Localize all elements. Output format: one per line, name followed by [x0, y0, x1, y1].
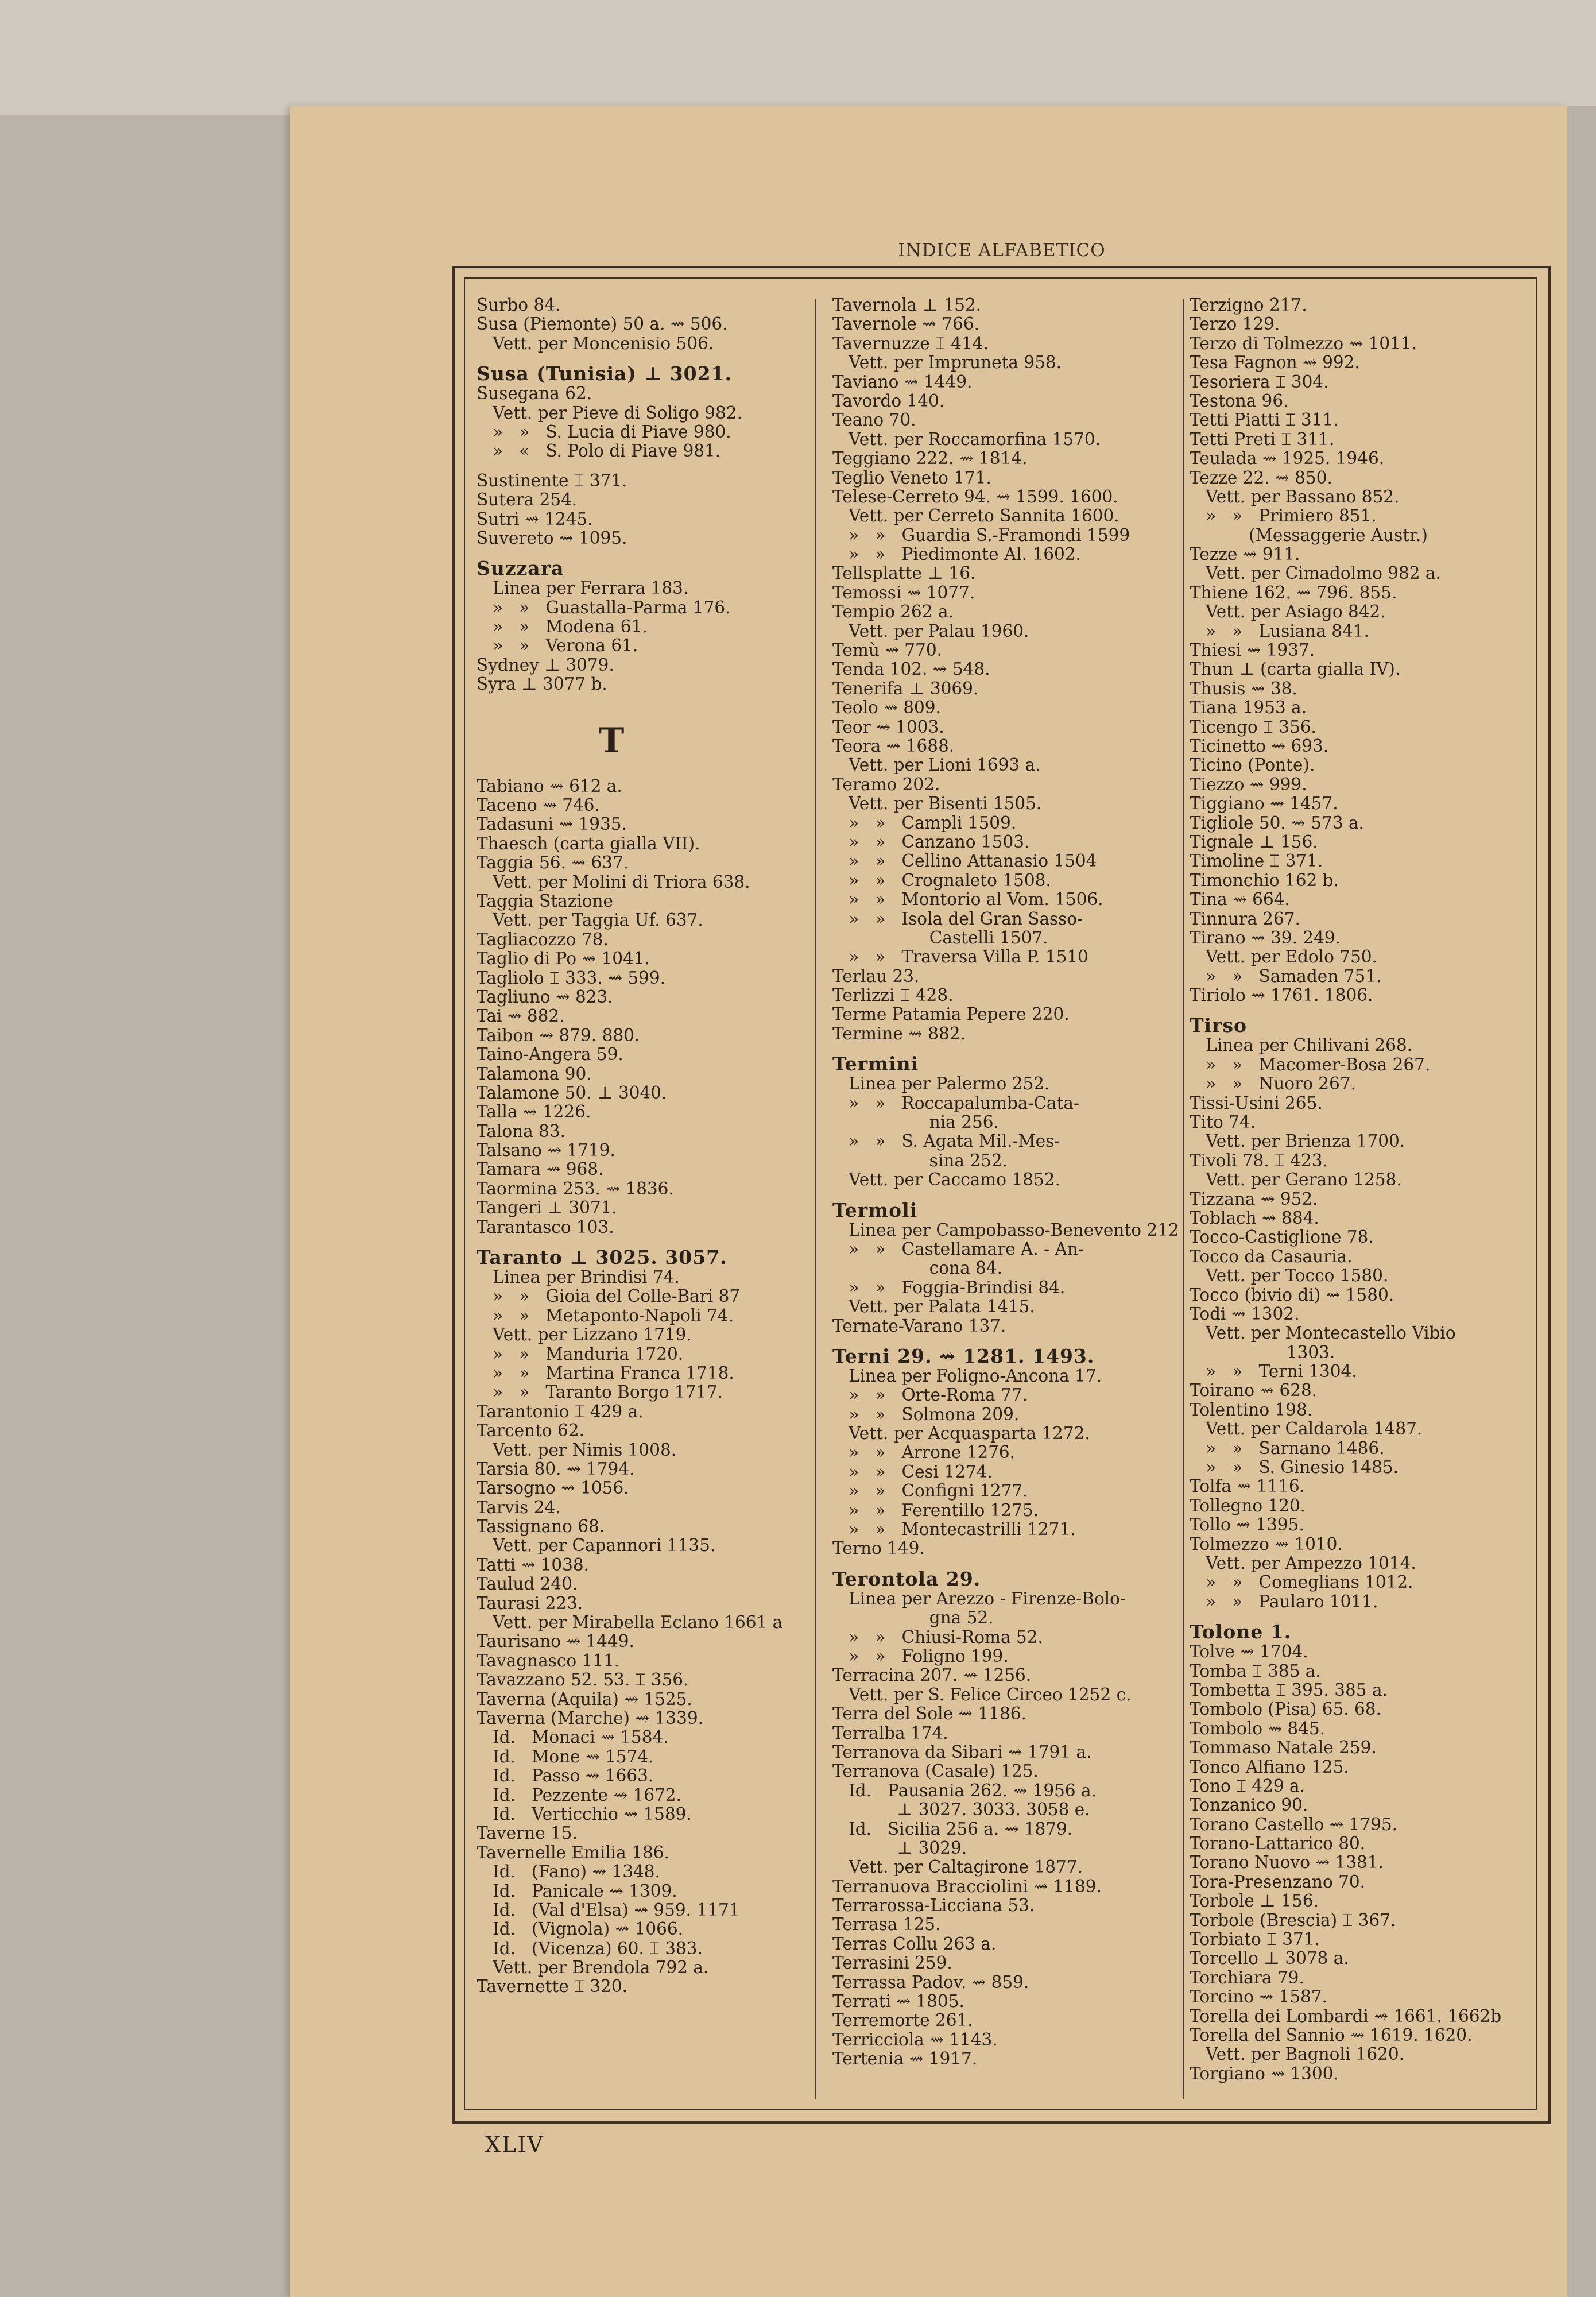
index-entry: Tavernette ⌶ 320. — [477, 1977, 627, 1997]
index-entry: Tadasuni ⇝ 1935. — [477, 814, 627, 834]
index-entry: » » Nuoro 267. — [1190, 1074, 1356, 1094]
index-entry: nia 256. — [832, 1112, 999, 1132]
index-entry: » » Gioia del Colle-Bari 87 — [477, 1286, 741, 1306]
background-right — [1567, 106, 1596, 2297]
index-entry: Tempio 262 a. — [832, 602, 954, 622]
index-heading: Suzzara — [477, 557, 564, 580]
index-entry: Tolfa ⇝ 1116. — [1190, 1476, 1306, 1496]
index-entry: Tai ⇝ 882. — [477, 1006, 565, 1026]
spacer — [477, 767, 821, 777]
index-entry: » » Taranto Borgo 1717. — [477, 1382, 723, 1402]
index-entry: Torbole ⊥ 156. — [1190, 1891, 1319, 1911]
index-entry: Vett. per Moncenisio 506. — [477, 333, 714, 353]
index-entry: Tarcento 62. — [477, 1421, 584, 1441]
index-entry: Teano 70. — [832, 410, 916, 430]
index-entry: Tizzana ⇝ 952. — [1190, 1189, 1318, 1209]
index-entry: Terranova (Casale) 125. — [832, 1761, 1039, 1781]
index-entry: Taverna (Aquila) ⇝ 1525. — [477, 1689, 692, 1709]
index-entry: Tono ⌶ 429 a. — [1190, 1776, 1306, 1796]
index-entry: Syra ⊥ 3077 b. — [477, 674, 607, 694]
index-entry: » » Martina Franca 1718. — [477, 1363, 734, 1383]
index-entry: Temossi ⇝ 1077. — [832, 582, 975, 602]
index-entry: Tora-Presenzano 70. — [1190, 1871, 1365, 1892]
index-entry: Vett. per Tocco 1580. — [1190, 1266, 1389, 1286]
index-entry: 1303. — [1190, 1342, 1335, 1362]
index-entry: Tavernola ⊥ 152. — [832, 295, 982, 315]
index-heading: Termoli — [832, 1198, 918, 1221]
index-entry: Id. (Val d'Elsa) ⇝ 959. 1171 — [477, 1900, 740, 1920]
index-entry: Id. Passo ⇝ 1663. — [477, 1766, 654, 1786]
index-entry: Tolentino 198. — [1190, 1399, 1313, 1420]
index-entry: Todi ⇝ 1302. — [1190, 1304, 1300, 1324]
index-entry: Teor ⇝ 1003. — [832, 717, 944, 737]
index-entry: » » Terni 1304. — [1190, 1362, 1357, 1382]
index-entry: » » Cellino Attanasio 1504 — [832, 851, 1097, 871]
index-entry: Tesa Fagnon ⇝ 992. — [1190, 353, 1360, 373]
index-entry: ⊥ 3029. — [832, 1838, 967, 1858]
index-entry: Vett. per Palata 1415. — [832, 1297, 1035, 1317]
index-entry: » » Verona 61. — [477, 636, 638, 656]
index-entry: Vett. per Lizzano 1719. — [477, 1325, 692, 1345]
index-entry: Terranuova Bracciolini ⇝ 1189. — [832, 1876, 1102, 1896]
index-entry: Tatti ⇝ 1038. — [477, 1554, 590, 1575]
index-entry: Tavordo 140. — [832, 390, 945, 411]
index-entry: Vett. per Gerano 1258. — [1190, 1170, 1402, 1190]
index-entry: Vett. per Caldarola 1487. — [1190, 1419, 1423, 1439]
index-entry: Tassignano 68. — [477, 1517, 605, 1537]
index-entry: Tamara ⇝ 968. — [477, 1159, 604, 1180]
index-entry: Talsano ⇝ 1719. — [477, 1140, 615, 1161]
index-entry: Vett. per Brienza 1700. — [1190, 1131, 1405, 1151]
index-entry: » » Macomer-Bosa 267. — [1190, 1054, 1431, 1074]
index-entry: Id. Sicilia 256 a. ⇝ 1879. — [832, 1819, 1073, 1839]
index-entry: Vett. per Acquasparta 1272. — [832, 1424, 1090, 1444]
index-entry: ⊥ 3027. 3033. 3058 e. — [832, 1800, 1090, 1820]
index-entry: Terranova da Sibari ⇝ 1791 a. — [832, 1742, 1092, 1762]
index-entry: Tavernole ⇝ 766. — [832, 314, 980, 334]
index-entry: Tavazzano 52. 53. ⌶ 356. — [477, 1670, 689, 1690]
index-entry: Vett. per Cerreto Sannita 1600. — [832, 506, 1119, 526]
index-entry: Terzo di Tolmezzo ⇝ 1011. — [1190, 333, 1417, 353]
index-entry: Talona 83. — [477, 1121, 566, 1141]
index-heading: Tirso — [1190, 1014, 1248, 1037]
index-entry: Torella dei Lombardi ⇝ 1661. 1662b — [1190, 2006, 1502, 2026]
index-entry: Tombetta ⌶ 395. 385 a. — [1190, 1680, 1388, 1700]
index-entry: Id. (Vignola) ⇝ 1066. — [477, 1919, 684, 1939]
index-entry: Thusis ⇝ 38. — [1190, 678, 1297, 698]
index-entry: Taurasi 223. — [477, 1593, 583, 1613]
index-entry: Tombolo ⇝ 845. — [1190, 1718, 1326, 1738]
index-heading: Taranto ⊥ 3025. 3057. — [477, 1246, 727, 1269]
index-entry: Torano-Lattarico 80. — [1190, 1834, 1366, 1854]
index-entry: Thaesch (carta gialla VII). — [477, 833, 700, 853]
index-entry: Susegana 62. — [477, 384, 592, 404]
index-entry: » » Castellamare A. - An- — [832, 1239, 1084, 1259]
index-heading: Tolone 1. — [1190, 1621, 1292, 1644]
index-entry: Linea per Ferrara 183. — [477, 578, 689, 598]
index-entry: Torano Castello ⇝ 1795. — [1190, 1814, 1398, 1834]
index-entry: » » Isola del Gran Sasso- — [832, 908, 1083, 929]
index-entry: » » Campli 1509. — [832, 813, 1017, 833]
index-entry: Teora ⇝ 1688. — [832, 736, 955, 756]
index-entry: Sutri ⇝ 1245. — [477, 509, 593, 529]
index-entry: Tellsplatte ⊥ 16. — [832, 563, 976, 583]
index-entry: Vett. per Molini di Triora 638. — [477, 872, 750, 892]
index-entry: Terme Patamia Pepere 220. — [832, 1004, 1070, 1024]
index-entry: Termine ⇝ 882. — [832, 1023, 966, 1043]
index-entry: » » Solmona 209. — [832, 1404, 1020, 1424]
index-entry: Id. Panicale ⇝ 1309. — [477, 1881, 677, 1901]
index-entry: Vett. per Montecastello Vibio — [1190, 1323, 1456, 1343]
index-entry: Vett. per Bisenti 1505. — [832, 794, 1042, 814]
index-entry: Linea per Campobasso-Benevento 212 — [832, 1220, 1179, 1240]
index-entry: Tabiano ⇝ 612 a. — [477, 776, 622, 796]
index-entry: Ternate-Varano 137. — [832, 1316, 1006, 1336]
index-entry: » » Cesi 1274. — [832, 1461, 993, 1482]
index-entry: Torcino ⇝ 1587. — [1190, 1987, 1327, 2007]
index-entry: Vett. per Brendola 792 a. — [477, 1958, 709, 1978]
index-entry: Id. Mone ⇝ 1574. — [477, 1746, 654, 1766]
index-entry: » » Paularo 1011. — [1190, 1591, 1378, 1611]
index-entry: Torchiara 79. — [1190, 1967, 1304, 1987]
index-entry: Tinnura 267. — [1190, 908, 1300, 929]
index-entry: Talamone 50. ⊥ 3040. — [477, 1082, 667, 1103]
index-entry: Tenerifa ⊥ 3069. — [832, 678, 979, 698]
index-entry: Teolo ⇝ 809. — [832, 698, 941, 718]
index-entry: » » Chiusi-Roma 52. — [832, 1627, 1043, 1647]
index-entry: Tivoli 78. ⌶ 423. — [1190, 1150, 1328, 1170]
index-entry: Thun ⊥ (carta gialla IV). — [1190, 659, 1401, 679]
index-entry: Id. Pezzente ⇝ 1672. — [477, 1785, 681, 1805]
index-entry: Telese-Cerreto 94. ⇝ 1599. 1600. — [832, 486, 1118, 506]
index-entry: Terras Collu 263 a. — [832, 1933, 997, 1954]
index-entry: Tocco-Castiglione 78. — [1190, 1227, 1374, 1247]
index-entry: Ticengo ⌶ 356. — [1190, 717, 1316, 737]
index-entry: » » Montecastrilli 1271. — [832, 1519, 1076, 1540]
index-heading: Termini — [832, 1053, 919, 1076]
index-entry: Tertenia ⇝ 1917. — [832, 2049, 978, 2069]
index-entry: Terrarossa-Licciana 53. — [832, 1896, 1035, 1916]
index-entry: Vett. per Edolo 750. — [1190, 947, 1377, 967]
index-entry: » » Crognaleto 1508. — [832, 870, 1051, 890]
index-entry: » » Comeglians 1012. — [1190, 1572, 1413, 1592]
index-entry: Vett. per Cimadolmo 982 a. — [1190, 563, 1441, 583]
index-entry: » » Metaponto-Napoli 74. — [477, 1305, 734, 1325]
index-entry: Terralba 174. — [832, 1723, 948, 1743]
index-entry: Vett. per Caccamo 1852. — [832, 1170, 1060, 1190]
index-entry: Terzigno 217. — [1190, 295, 1307, 315]
index-heading: Terni 29. ⇝ 1281. 1493. — [832, 1344, 1095, 1367]
index-heading: Susa (Tunisia) ⊥ 3021. — [477, 362, 733, 385]
index-entry: Tollo ⇝ 1395. — [1190, 1515, 1304, 1535]
index-entry: Tavernelle Emilia 186. — [477, 1842, 669, 1862]
index-entry: Taglio di Po ⇝ 1041. — [477, 949, 650, 969]
index-entry: Terremorte 261. — [832, 2010, 973, 2031]
index-entry: Vett. per Capannori 1135. — [477, 1536, 716, 1556]
index-entry: Tetti Piatti ⌶ 311. — [1190, 410, 1339, 430]
index-entry: » » Foggia-Brindisi 84. — [832, 1277, 1066, 1297]
index-entry: Tezze 22. ⇝ 850. — [1190, 467, 1332, 488]
index-entry: Terrasini 259. — [832, 1953, 952, 1973]
index-entry: Vett. per S. Felice Circeo 1252 c. — [832, 1684, 1132, 1704]
index-column-2 — [832, 296, 1177, 2069]
index-entry: Id. (Vicenza) 60. ⌶ 383. — [477, 1938, 703, 1958]
index-entry: Thiene 162. ⇝ 796. 855. — [1190, 582, 1397, 602]
index-entry: » » Roccapalumba-Cata- — [832, 1093, 1079, 1113]
background-top — [0, 0, 1596, 115]
index-entry: Taceno ⇝ 746. — [477, 795, 600, 815]
spacer — [832, 1190, 1177, 1200]
index-entry: Tarantasco 103. — [477, 1217, 614, 1237]
index-entry: Terricciola ⇝ 1143. — [832, 2029, 998, 2049]
index-entry: Timonchio 162 b. — [1190, 870, 1339, 890]
index-entry: Tiriolo ⇝ 1761. 1806. — [1190, 985, 1373, 1006]
index-entry: Teglio Veneto 171. — [832, 467, 991, 488]
index-entry: Tocco (bivio di) ⇝ 1580. — [1190, 1285, 1394, 1305]
index-entry: » » Configni 1277. — [832, 1481, 1028, 1501]
index-entry: Vett. per Nimis 1008. — [477, 1440, 677, 1460]
index-entry: » » Piedimonte Al. 1602. — [832, 544, 1081, 564]
index-heading: Terontola 29. — [832, 1567, 981, 1590]
index-entry: » » Modena 61. — [477, 617, 648, 637]
index-entry: Temù ⇝ 770. — [832, 640, 942, 660]
index-entry: Vett. per Ampezzo 1014. — [1190, 1553, 1416, 1573]
index-entry: Tito 74. — [1190, 1112, 1256, 1132]
index-entry: Tissi-Usini 265. — [1190, 1093, 1323, 1113]
index-entry: » » Manduria 1720. — [477, 1344, 684, 1364]
index-entry: Castelli 1507. — [832, 927, 1048, 948]
index-entry: Tommaso Natale 259. — [1190, 1738, 1377, 1758]
index-entry: Torbiato ⌶ 371. — [1190, 1929, 1320, 1950]
index-entry: Taino-Angera 59. — [477, 1045, 623, 1065]
index-entry: Tirano ⇝ 39. 249. — [1190, 927, 1341, 948]
index-entry: Tagliolo ⌶ 333. ⇝ 599. — [477, 968, 665, 988]
index-entry: Linea per Foligno-Ancona 17. — [832, 1366, 1102, 1386]
index-entry: Testona 96. — [1190, 390, 1289, 411]
section-letter: T — [598, 720, 625, 761]
index-entry: » » Orte-Roma 77. — [832, 1385, 1028, 1405]
index-entry: Terrati ⇝ 1805. — [832, 1991, 964, 2012]
index-entry: Teramo 202. — [832, 774, 940, 794]
column-divider — [1183, 299, 1184, 2099]
index-entry: Tarsogno ⇝ 1056. — [477, 1478, 629, 1498]
index-entry: Taggia Stazione — [477, 891, 613, 911]
index-entry: Teulada ⇝ 1925. 1946. — [1190, 448, 1385, 469]
index-entry: » » Foligno 199. — [832, 1646, 1009, 1666]
index-entry: Terno 149. — [832, 1538, 925, 1559]
index-entry: Tocco da Casauria. — [1190, 1246, 1353, 1266]
index-entry: Tarantonio ⌶ 429 a. — [477, 1401, 644, 1421]
index-entry: Id. Monaci ⇝ 1584. — [477, 1727, 669, 1747]
index-entry: Taggia 56. ⇝ 637. — [477, 853, 629, 873]
index-entry: Sutera 254. — [477, 490, 578, 510]
index-entry: » » S. Ginesio 1485. — [1190, 1457, 1399, 1478]
index-entry: Vett. per Asiago 842. — [1190, 602, 1386, 622]
index-entry: Linea per Palermo 252. — [832, 1074, 1050, 1094]
index-entry: Sustinente ⌶ 371. — [477, 470, 627, 490]
index-entry: Vett. per Caltagirone 1877. — [832, 1857, 1083, 1877]
index-entry: Ticino (Ponte). — [1190, 755, 1315, 775]
index-entry: Vett. per Mirabella Eclano 1661 a — [477, 1612, 783, 1633]
index-entry: Taibon ⇝ 879. 880. — [477, 1025, 640, 1045]
index-entry: Tarvis 24. — [477, 1497, 561, 1517]
index-entry: Tollegno 120. — [1190, 1495, 1306, 1515]
index-entry: Id. Verticchio ⇝ 1589. — [477, 1804, 692, 1824]
index-entry: Taverna (Marche) ⇝ 1339. — [477, 1708, 703, 1728]
index-entry: Vett. per Taggia Uf. 637. — [477, 910, 703, 930]
index-entry: » » Ferentillo 1275. — [832, 1500, 1039, 1520]
index-entry: Tagliuno ⇝ 823. — [477, 987, 613, 1007]
index-entry: Tavagnasco 111. — [477, 1650, 620, 1670]
index-entry: Ticinetto ⇝ 693. — [1190, 736, 1329, 756]
index-entry: Tolmezzo ⇝ 1010. — [1190, 1534, 1343, 1554]
index-entry: Suvereto ⇝ 1095. — [477, 528, 627, 548]
index-entry: Terzo 129. — [1190, 314, 1280, 334]
index-entry: » » S. Agata Mil.-Mes- — [832, 1131, 1060, 1151]
index-entry: Teggiano 222. ⇝ 1814. — [832, 448, 1028, 469]
index-entry: Taviano ⇝ 1449. — [832, 372, 973, 392]
index-entry: Vett. per Impruneta 958. — [832, 353, 1062, 373]
index-entry: Torano Nuovo ⇝ 1381. — [1190, 1853, 1384, 1873]
index-entry: Toirano ⇝ 628. — [1190, 1380, 1318, 1401]
spacer — [477, 461, 821, 471]
index-entry: Torgiano ⇝ 1300. — [1190, 2063, 1339, 2083]
index-entry: Tiana 1953 a. — [1190, 698, 1307, 718]
index-entry: » » Lusiana 841. — [1190, 621, 1369, 641]
index-entry: » « S. Polo di Piave 981. — [477, 441, 721, 461]
index-entry: Vett. per Bagnoli 1620. — [1190, 2044, 1405, 2064]
index-entry: Taverne 15. — [477, 1823, 578, 1843]
index-entry: Linea per Brindisi 74. — [477, 1267, 680, 1287]
index-entry: Terracina 207. ⇝ 1256. — [832, 1665, 1032, 1685]
index-entry: Tarsia 80. ⇝ 1794. — [477, 1459, 635, 1479]
index-entry: » » Guastalla-Parma 176. — [477, 597, 731, 617]
index-entry: Tiezzo ⇝ 999. — [1190, 774, 1307, 794]
index-entry: Tonzanico 90. — [1190, 1795, 1308, 1815]
index-entry: Vett. per Bassano 852. — [1190, 486, 1400, 506]
spacer — [477, 705, 821, 715]
index-entry: » » Canzano 1503. — [832, 832, 1030, 852]
index-entry: » » Traversa Villa P. 1510 — [832, 947, 1088, 967]
index-entry: Linea per Arezzo - Firenze-Bolo- — [832, 1588, 1126, 1608]
index-entry: Tenda 102. ⇝ 548. — [832, 659, 990, 679]
index-entry: Id. Pausania 262. ⇝ 1956 a. — [832, 1780, 1097, 1800]
index-entry: Susa (Piemonte) 50 a. ⇝ 506. — [477, 314, 728, 334]
index-entry: Surbo 84. — [477, 295, 561, 315]
index-entry: Tagliacozzo 78. — [477, 929, 609, 949]
index-entry: » » Arrone 1276. — [832, 1443, 1016, 1463]
index-entry: Tetti Preti ⌶ 311. — [1190, 429, 1335, 449]
index-entry: Tonco Alfiano 125. — [1190, 1757, 1349, 1777]
index-entry: Talla ⇝ 1226. — [477, 1102, 591, 1122]
index-entry: Vett. per Palau 1960. — [832, 621, 1029, 641]
index-entry: » » Primiero 851. — [1190, 506, 1377, 526]
index-entry: Terlau 23. — [832, 966, 920, 986]
index-column-3 — [1190, 296, 1534, 2083]
index-entry: » » Montorio al Vom. 1506. — [832, 890, 1103, 910]
index-entry: Terra del Sole ⇝ 1186. — [832, 1704, 1026, 1724]
index-entry: Vett. per Roccamorfina 1570. — [832, 429, 1101, 449]
index-entry: Tignale ⊥ 156. — [1190, 832, 1318, 852]
index-entry: Torella del Sannio ⇝ 1619. 1620. — [1190, 2025, 1473, 2045]
index-entry: » » Samaden 751. — [1190, 966, 1382, 986]
index-entry: Talamona 90. — [477, 1064, 592, 1084]
index-entry: sina 252. — [832, 1150, 1008, 1170]
index-entry: » » Sarnano 1486. — [1190, 1438, 1385, 1458]
index-entry: Toblach ⇝ 884. — [1190, 1208, 1319, 1228]
index-entry: Tombolo (Pisa) 65. 68. — [1190, 1699, 1381, 1719]
page-title: INDICE ALFABETICO — [898, 240, 1106, 261]
index-entry: gna 52. — [832, 1608, 994, 1628]
index-entry: Tolve ⇝ 1704. — [1190, 1642, 1308, 1662]
index-entry: Sydney ⊥ 3079. — [477, 655, 614, 675]
index-entry: cona 84. — [832, 1258, 1002, 1278]
index-entry: Tavernuzze ⌶ 414. — [832, 333, 989, 353]
index-entry: Taulud 240. — [477, 1574, 578, 1594]
index-entry: Vett. per Lioni 1693 a. — [832, 755, 1041, 775]
index-entry: » » S. Lucia di Piave 980. — [477, 421, 731, 442]
index-entry: Timoline ⌶ 371. — [1190, 851, 1323, 871]
index-entry: Taurisano ⇝ 1449. — [477, 1631, 634, 1652]
index-entry: Tesoriera ⌶ 304. — [1190, 372, 1329, 392]
index-entry: Torcello ⊥ 3078 a. — [1190, 1948, 1349, 1969]
index-entry: Tangeri ⊥ 3071. — [477, 1198, 617, 1218]
index-entry: Thiesi ⇝ 1937. — [1190, 640, 1315, 660]
index-entry: Tigliole 50. ⇝ 573 a. — [1190, 813, 1364, 833]
index-entry: Tina ⇝ 664. — [1190, 890, 1290, 910]
spacer — [477, 694, 821, 705]
index-entry: Id. (Fano) ⇝ 1348. — [477, 1862, 660, 1882]
index-entry: » » Guardia S.-Framondi 1599 — [832, 525, 1130, 545]
index-entry: Vett. per Pieve di Soligo 982. — [477, 403, 742, 423]
index-entry: (Messaggerie Austr.) — [1190, 525, 1428, 545]
index-entry: Taormina 253. ⇝ 1836. — [477, 1178, 674, 1198]
index-entry: Tezze ⇝ 911. — [1190, 544, 1300, 564]
index-entry: Terlizzi ⌶ 428. — [832, 985, 954, 1006]
index-entry: Terrassa Padov. ⇝ 859. — [832, 1972, 1029, 1992]
index-entry: Linea per Chilivani 268. — [1190, 1035, 1413, 1055]
index-entry: Tomba ⌶ 385 a. — [1190, 1661, 1321, 1681]
index-column-1 — [477, 296, 821, 1997]
index-entry: Tiggiano ⇝ 1457. — [1190, 794, 1338, 814]
page-number: XLIV — [485, 2132, 544, 2157]
index-entry: Terrasa 125. — [832, 1915, 941, 1935]
index-entry: Torbole (Brescia) ⌶ 367. — [1190, 1910, 1396, 1930]
